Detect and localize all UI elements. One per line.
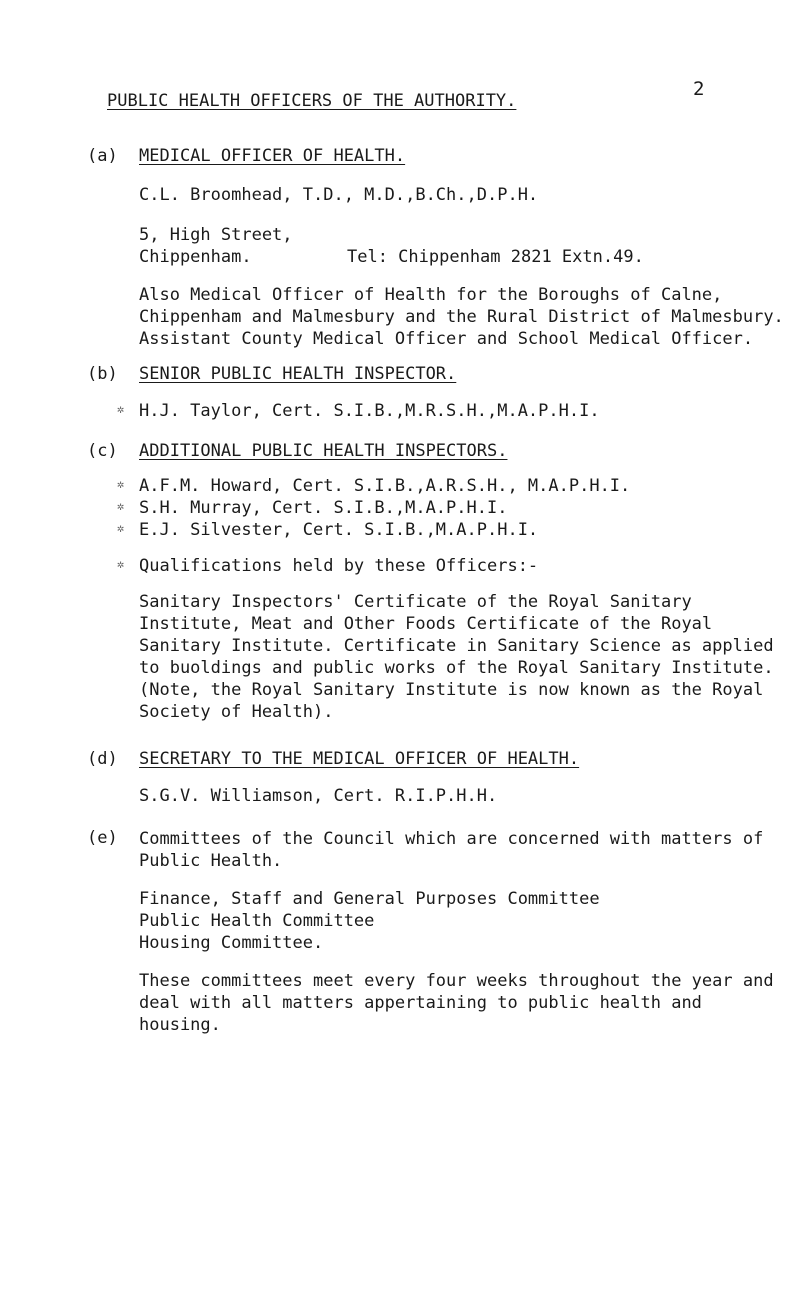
committee-3: Housing Committee.	[139, 933, 324, 953]
moh-note: Also Medical Officer of Health for the Boroughs of Calne, Chippenham and Malmesbury and the Rural District of Malmesbury. Assistant County Medical Officer and School Medical Officer.	[139, 285, 784, 349]
senior-inspector-name: H.J. Taylor, Cert. S.I.B.,M.R.S.H.,M.A.P.H.I.	[139, 401, 600, 421]
committees-intro: Committees of the Council which are concerned with matters of Public Health.	[139, 829, 764, 871]
moh-address-line1: 5, High Street,	[139, 225, 293, 245]
secretary-name: S.G.V. Williamson, Cert. R.I.P.H.H.	[139, 786, 498, 806]
asterisk-marker-icon: ✲	[117, 521, 125, 535]
committees-closing: These committees meet every four weeks throughout the year and deal with all matters appertaining to public health and housing.	[139, 971, 774, 1035]
additional-inspector-3: E.J. Silvester, Cert. S.I.B.,M.A.P.H.I.	[139, 520, 539, 540]
page-number: 2	[693, 78, 705, 100]
asterisk-marker-icon: ✲	[117, 557, 125, 571]
moh-address-line2: Chippenham.	[139, 247, 252, 267]
committee-1: Finance, Staff and General Purposes Committee	[139, 889, 600, 909]
committee-2: Public Health Committee	[139, 911, 375, 931]
asterisk-marker-icon: ✲	[117, 477, 125, 491]
page-title: PUBLIC HEALTH OFFICERS OF THE AUTHORITY.	[107, 91, 517, 111]
section-e-label: (e)	[87, 828, 118, 848]
qualifications-text: Sanitary Inspectors' Certificate of the Royal Sanitary Institute, Meat and Other Foods Certificate of the Royal Sanitary Institute. Certificate in Sanitary Science as applied to buoldings and public works of the Royal Sanitary Institute. (Note, the Royal Sanitary Institute is now known as the Royal Society of Health).	[139, 592, 774, 722]
section-b-label: (b)	[87, 364, 118, 384]
moh-telephone: Tel: Chippenham 2821 Extn.49.	[347, 247, 644, 267]
moh-name: C.L. Broomhead, T.D., M.D.,B.Ch.,D.P.H.	[139, 185, 539, 205]
asterisk-marker-icon: ✲	[117, 402, 125, 416]
qualifications-heading: Qualifications held by these Officers:-	[139, 556, 539, 576]
additional-inspector-2: S.H. Murray, Cert. S.I.B.,M.A.P.H.I.	[139, 498, 508, 518]
section-c-heading: ADDITIONAL PUBLIC HEALTH INSPECTORS.	[139, 441, 508, 461]
section-b-heading: SENIOR PUBLIC HEALTH INSPECTOR.	[139, 364, 457, 384]
section-c-label: (c)	[87, 441, 118, 461]
section-a-heading: MEDICAL OFFICER OF HEALTH.	[139, 146, 406, 166]
section-d-label: (d)	[87, 749, 118, 769]
additional-inspector-1: A.F.M. Howard, Cert. S.I.B.,A.R.S.H., M.A.P.H.I.	[139, 476, 631, 496]
asterisk-marker-icon: ✲	[117, 499, 125, 513]
section-d-heading: SECRETARY TO THE MEDICAL OFFICER OF HEALTH.	[139, 749, 580, 769]
section-a-label: (a)	[87, 146, 118, 166]
